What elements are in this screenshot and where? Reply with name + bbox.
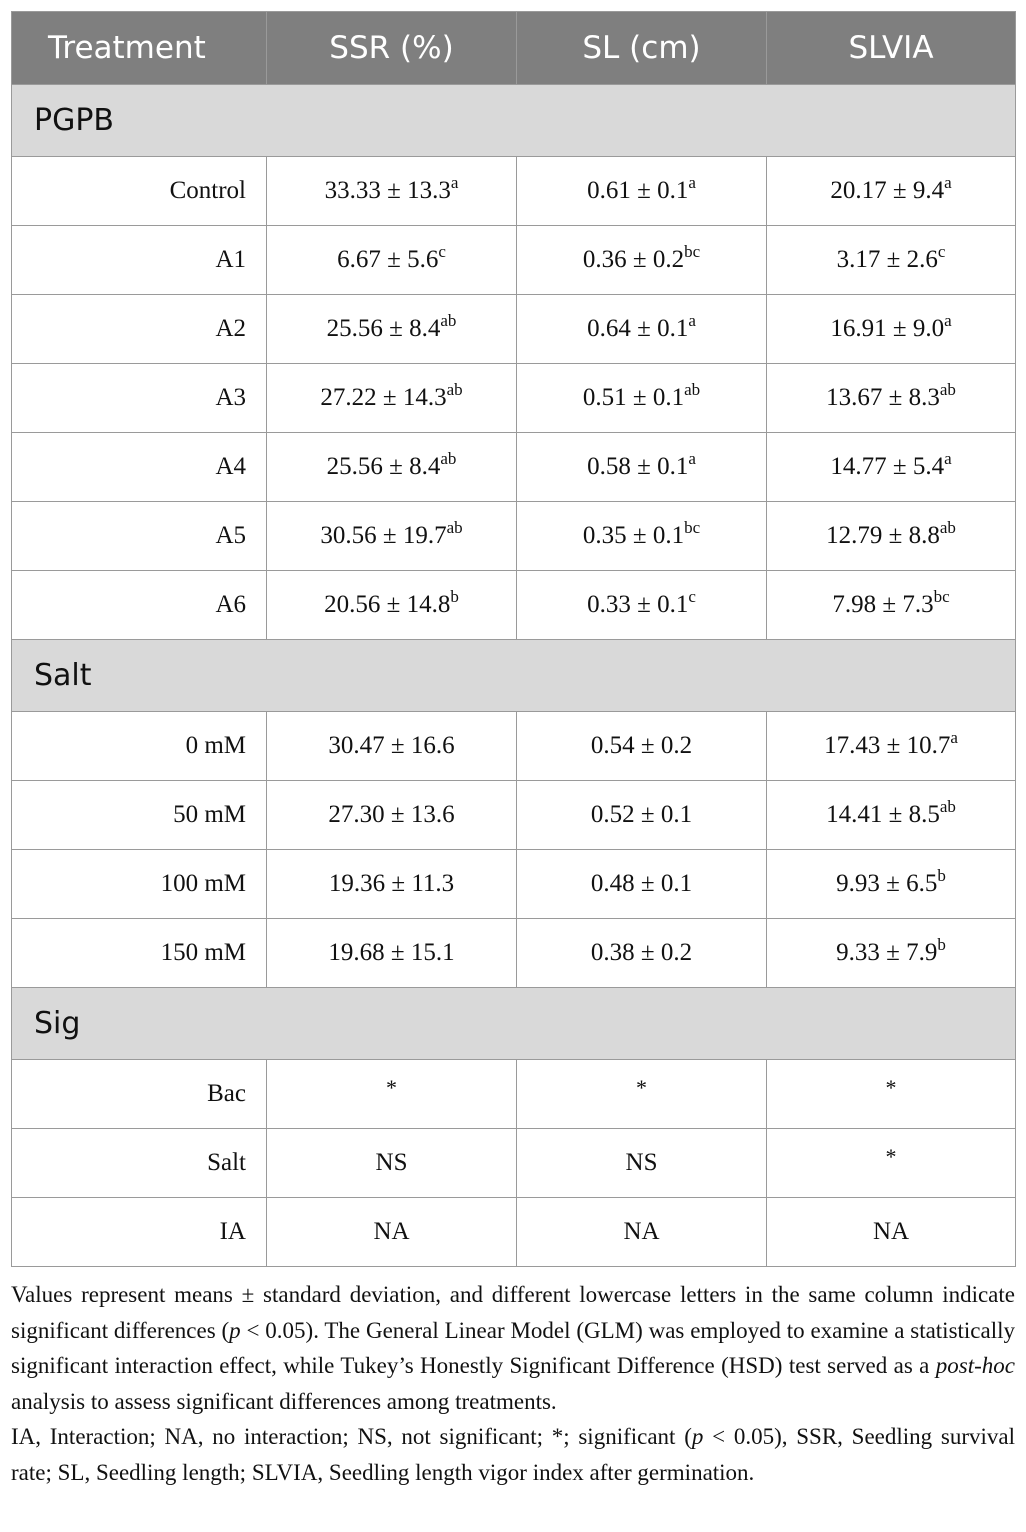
cell-value: 7.98 ± 7.3: [832, 591, 934, 618]
table-cell: [767, 295, 1016, 364]
results-table-container: [11, 11, 1015, 1267]
cell-value: 13.67 ± 8.3: [826, 384, 940, 411]
significance-star: *: [636, 1075, 647, 1100]
table-row: [12, 433, 1016, 502]
table-row: [12, 295, 1016, 364]
significance-letter: ab: [446, 518, 463, 537]
table-footnotes: [11, 1277, 1015, 1490]
table-cell: [267, 157, 517, 226]
significance-letter: c: [937, 242, 946, 261]
row-label: 0 mM: [12, 712, 267, 781]
cell-value: 9.33 ± 7.9: [836, 939, 938, 966]
table-row: [12, 226, 1016, 295]
row-label: Control: [12, 157, 267, 226]
significance-letter: b: [937, 935, 946, 954]
row-label: Bac: [12, 1060, 267, 1129]
significance-letter: c: [438, 242, 446, 261]
footnote-italic: p: [229, 1317, 241, 1343]
table-cell: [517, 1129, 767, 1198]
table-cell: [267, 850, 517, 919]
table-row: [12, 850, 1016, 919]
table-body: [12, 85, 1016, 1267]
table-cell: [517, 226, 767, 295]
cell-value: 33.33 ± 13.3: [324, 177, 451, 204]
row-label: A6: [12, 571, 267, 640]
cell-value: 19.68 ± 15.1: [328, 939, 455, 966]
significance-letter: a: [450, 173, 459, 192]
table-row: [12, 502, 1016, 571]
footnote-text: < 0.05). The General Linear Model (GLM) was employed to examine a statistically significant interaction effect, while Tukey’s Honestly Significant Difference (HSD) test served as a: [11, 1317, 1015, 1378]
header-slvia: SLVIA: [767, 12, 1016, 85]
footnote-methods: [11, 1277, 1015, 1419]
significance-letter: ab: [440, 449, 457, 468]
significance-letter: c: [688, 587, 696, 606]
significance-letter: a: [944, 449, 952, 468]
table-row: [12, 781, 1016, 850]
table-cell: [267, 1129, 517, 1198]
footnote-abbreviations: [11, 1419, 1015, 1490]
row-label: IA: [12, 1198, 267, 1267]
cell-value: NA: [373, 1218, 410, 1245]
table-cell: [267, 712, 517, 781]
significance-letter: bc: [684, 242, 701, 261]
cell-value: 27.30 ± 13.6: [328, 801, 455, 828]
section-title: PGPB: [12, 85, 1016, 157]
table-cell: [267, 295, 517, 364]
cell-value: 14.41 ± 8.5: [826, 801, 940, 828]
table-cell: [767, 364, 1016, 433]
table-cell: [267, 919, 517, 988]
significance-letter: a: [950, 728, 958, 747]
significance-letter: a: [944, 311, 952, 330]
section-title: Salt: [12, 640, 1016, 712]
cell-value: 0.58 ± 0.1: [587, 453, 689, 480]
table-cell: [517, 157, 767, 226]
row-label: A3: [12, 364, 267, 433]
table-header-row: [12, 12, 1016, 85]
significance-letter: ab: [939, 518, 956, 537]
significance-letter: a: [688, 311, 696, 330]
significance-star: *: [885, 1144, 897, 1169]
table-cell: [767, 1060, 1016, 1129]
table-row: [12, 919, 1016, 988]
significance-letter: a: [688, 449, 696, 468]
significance-letter: b: [450, 587, 459, 606]
cell-value: 3.17 ± 2.6: [836, 246, 938, 273]
section-row: [12, 640, 1016, 712]
table-cell: [767, 781, 1016, 850]
table-row: [12, 157, 1016, 226]
cell-value: 0.64 ± 0.1: [587, 315, 689, 342]
cell-value: 0.61 ± 0.1: [587, 177, 689, 204]
table-cell: [267, 226, 517, 295]
table-row: [12, 364, 1016, 433]
table-cell: [767, 226, 1016, 295]
cell-value: NS: [375, 1149, 408, 1176]
footnote-text: IA, Interaction; NA, no interaction; NS, not significant; *; significant (: [11, 1424, 692, 1449]
cell-value: 0.52 ± 0.1: [590, 801, 693, 828]
significance-letter: a: [944, 173, 952, 192]
table-cell: [767, 1198, 1016, 1267]
table-cell: [767, 571, 1016, 640]
cell-value: 25.56 ± 8.4: [326, 453, 441, 480]
table-row: [12, 1129, 1016, 1198]
cell-value: 14.77 ± 5.4: [830, 453, 945, 480]
cell-value: 0.51 ± 0.1: [582, 384, 685, 411]
table-cell: [767, 1129, 1016, 1198]
significance-letter: ab: [939, 380, 956, 399]
table-cell: [517, 919, 767, 988]
cell-value: 12.79 ± 8.8: [826, 522, 940, 549]
section-title: Sig: [12, 988, 1016, 1060]
table-cell: [267, 502, 517, 571]
table-cell: [267, 364, 517, 433]
cell-value: 30.56 ± 19.7: [320, 522, 447, 549]
cell-value: 0.33 ± 0.1: [587, 591, 689, 618]
cell-value: 0.36 ± 0.2: [582, 246, 685, 273]
cell-value: 20.56 ± 14.8: [324, 591, 451, 618]
header-sl: SL (cm): [517, 12, 767, 85]
table-cell: [517, 1198, 767, 1267]
table-cell: [267, 433, 517, 502]
row-label: A1: [12, 226, 267, 295]
results-table: [11, 11, 1016, 1267]
footnote-text: Values represent means ± standard deviation, and different lowercase letters in the same column indicate significant differences (: [11, 1282, 1015, 1343]
table-row: [12, 1060, 1016, 1129]
significance-letter: bc: [933, 587, 950, 606]
table-cell: [517, 850, 767, 919]
row-label: A5: [12, 502, 267, 571]
row-label: A4: [12, 433, 267, 502]
table-cell: [517, 364, 767, 433]
table-cell: [267, 1060, 517, 1129]
header-ssr: SSR (%): [267, 12, 517, 85]
significance-letter: ab: [446, 380, 463, 399]
cell-value: 30.47 ± 16.6: [328, 732, 455, 759]
footnote-text: analysis to assess significant differences among treatments.: [11, 1388, 557, 1414]
cell-value: NA: [623, 1218, 660, 1245]
cell-value: 17.43 ± 10.7: [824, 732, 951, 759]
cell-value: 27.22 ± 14.3: [320, 384, 447, 411]
table-cell: [767, 850, 1016, 919]
table-row: [12, 712, 1016, 781]
cell-value: 0.35 ± 0.1: [582, 522, 685, 549]
table-cell: [517, 295, 767, 364]
table-cell: [267, 781, 517, 850]
cell-value: NA: [872, 1218, 910, 1245]
significance-letter: ab: [684, 380, 701, 399]
significance-letter: b: [937, 866, 946, 885]
row-label: 150 mM: [12, 919, 267, 988]
cell-value: 0.54 ± 0.2: [590, 732, 693, 759]
significance-letter: bc: [684, 518, 701, 537]
cell-value: NS: [625, 1149, 658, 1176]
cell-value: 6.67 ± 5.6: [337, 246, 439, 273]
table-cell: [767, 157, 1016, 226]
table-cell: [517, 502, 767, 571]
table-cell: [517, 433, 767, 502]
table-cell: [767, 919, 1016, 988]
row-label: 100 mM: [12, 850, 267, 919]
table-row: [12, 1198, 1016, 1267]
table-cell: [517, 712, 767, 781]
section-row: [12, 85, 1016, 157]
cell-value: 25.56 ± 8.4: [326, 315, 441, 342]
cell-value: 0.38 ± 0.2: [590, 939, 693, 966]
footnote-italic: post-hoc: [935, 1353, 1015, 1378]
cell-value: 19.36 ± 11.3: [328, 870, 455, 897]
table-cell: [517, 1060, 767, 1129]
table-cell: [267, 1198, 517, 1267]
significance-letter: ab: [939, 797, 956, 816]
significance-letter: ab: [440, 311, 457, 330]
significance-star: *: [386, 1075, 397, 1100]
table-cell: [517, 781, 767, 850]
table-cell: [767, 712, 1016, 781]
cell-value: 16.91 ± 9.0: [830, 315, 945, 342]
table-row: [12, 571, 1016, 640]
row-label: 50 mM: [12, 781, 267, 850]
table-cell: [767, 433, 1016, 502]
table-cell: [517, 571, 767, 640]
row-label: A2: [12, 295, 267, 364]
cell-value: 20.17 ± 9.4: [830, 177, 945, 204]
cell-value: 9.93 ± 6.5: [836, 870, 938, 897]
header-treatment: Treatment: [12, 12, 267, 85]
section-row: [12, 988, 1016, 1060]
cell-value: 0.48 ± 0.1: [590, 870, 693, 897]
significance-star: *: [885, 1075, 897, 1100]
significance-letter: a: [688, 173, 696, 192]
row-label: Salt: [12, 1129, 267, 1198]
table-cell: [267, 571, 517, 640]
footnote-text: < 0.05), SSR, Seedling survival rate; SL, Seedling length; SLVIA, Seedling length vigor index after germination.: [11, 1424, 1015, 1485]
table-cell: [767, 502, 1016, 571]
footnote-italic: p: [691, 1424, 704, 1449]
